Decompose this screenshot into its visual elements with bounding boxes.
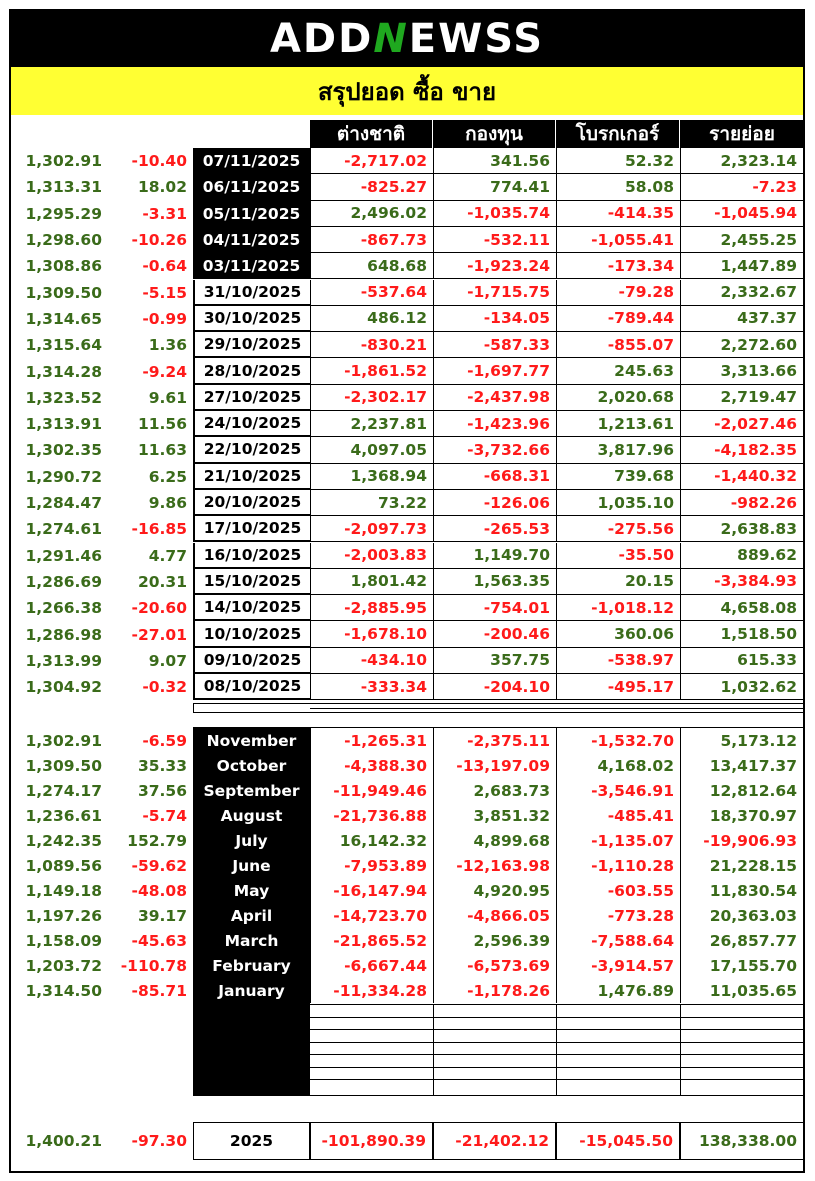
table-row — [0, 490, 815, 516]
net-value-cell: -3,732.66 — [433, 437, 556, 463]
index-change: -48.08 — [131, 881, 187, 900]
table-row — [0, 332, 815, 358]
total-change: -97.30 — [131, 1132, 187, 1150]
net-value-cell: -2,003.83 — [310, 543, 433, 569]
net-value-cell: -1,110.28 — [556, 853, 680, 878]
trade-date: 03/11/2025 — [193, 253, 310, 279]
index-change: 11.63 — [137, 441, 187, 460]
trade-date: 17/10/2025 — [193, 516, 310, 542]
net-value-cell: -126.06 — [433, 490, 556, 516]
index-change: -5.15 — [142, 283, 187, 302]
trade-date: 28/10/2025 — [193, 358, 310, 384]
net-value-cell: -830.21 — [310, 332, 433, 358]
index-change: -16.85 — [131, 520, 187, 539]
index-change: -9.24 — [142, 362, 187, 381]
column-header-retail: รายย่อย — [680, 120, 804, 148]
net-value-cell: -1,423.96 — [433, 411, 556, 437]
net-value-cell: -773.28 — [556, 903, 680, 928]
net-value-cell: -537.64 — [310, 280, 433, 306]
net-value-cell: 4,658.08 — [680, 595, 804, 621]
net-value-cell: 20,363.03 — [680, 903, 804, 928]
net-value-cell: -204.10 — [433, 674, 556, 700]
net-value-cell: 26,857.77 — [680, 928, 804, 953]
net-value-cell: -668.31 — [433, 464, 556, 490]
set-index: 1,274.61 — [25, 520, 102, 539]
set-index: 1,284.47 — [25, 494, 102, 513]
logo-banner — [11, 11, 803, 67]
logo-part-2: N — [373, 16, 409, 62]
net-value-cell: -134.05 — [433, 306, 556, 332]
month-label: May — [193, 878, 310, 903]
net-value-cell: -19,906.93 — [680, 828, 804, 853]
net-value-cell: 615.33 — [680, 648, 804, 674]
trade-date: 07/11/2025 — [193, 148, 310, 174]
net-value-cell: 1,447.89 — [680, 253, 804, 279]
index-change: 37.56 — [137, 781, 187, 800]
table-row — [0, 385, 815, 411]
set-index: 1,295.29 — [25, 204, 102, 223]
net-value-cell: -16,147.94 — [310, 878, 433, 903]
table-row — [0, 569, 815, 595]
index-change: 39.17 — [137, 906, 187, 925]
net-value-cell: 357.75 — [433, 648, 556, 674]
index-change: -5.74 — [142, 806, 187, 825]
net-value-cell: -2,717.02 — [310, 148, 433, 174]
total-foreign: -101,890.39 — [310, 1122, 433, 1160]
net-value-cell: 1,035.10 — [556, 490, 680, 516]
set-index: 1,242.35 — [25, 831, 102, 850]
net-value-cell: -1,715.75 — [433, 280, 556, 306]
set-index: 1,309.50 — [25, 283, 102, 302]
net-value-cell: -4,388.30 — [310, 753, 433, 778]
page-title: สรุปยอด ซื้อ ขาย — [11, 67, 803, 115]
net-value-cell: 58.08 — [556, 174, 680, 200]
month-label: September — [193, 778, 310, 803]
column-header-fund: กองทุน — [433, 120, 556, 148]
index-change: 18.02 — [137, 178, 187, 197]
set-index: 1,266.38 — [25, 599, 102, 618]
set-index: 1,314.28 — [25, 362, 102, 381]
net-value-cell: -1,178.26 — [433, 978, 556, 1003]
total-index: 1,400.21 — [25, 1132, 102, 1150]
set-index: 1,315.64 — [25, 336, 102, 355]
net-value-cell: 648.68 — [310, 253, 433, 279]
index-change: -3.31 — [142, 204, 187, 223]
table-row — [0, 358, 815, 384]
net-value-cell: -587.33 — [433, 332, 556, 358]
month-label: February — [193, 953, 310, 978]
set-index: 1,309.50 — [25, 756, 102, 775]
total-fund: -21,402.12 — [433, 1122, 556, 1160]
table-row — [0, 621, 815, 647]
net-value-cell: -485.41 — [556, 803, 680, 828]
net-value-cell: -35.50 — [556, 543, 680, 569]
net-value-cell: -2,885.95 — [310, 595, 433, 621]
net-value-cell: 18,370.97 — [680, 803, 804, 828]
net-value-cell: -1,018.12 — [556, 595, 680, 621]
net-value-cell: 4,097.05 — [310, 437, 433, 463]
net-value-cell: 20.15 — [556, 569, 680, 595]
table-row — [0, 253, 815, 279]
net-value-cell: 739.68 — [556, 464, 680, 490]
net-value-cell: -867.73 — [310, 227, 433, 253]
table-row — [0, 437, 815, 463]
trade-date: 27/10/2025 — [193, 385, 310, 411]
net-value-cell: 3,817.96 — [556, 437, 680, 463]
set-index: 1,149.18 — [25, 881, 102, 900]
net-value-cell: -4,866.05 — [433, 903, 556, 928]
net-value-cell: 17,155.70 — [680, 953, 804, 978]
net-value-cell: -1,035.74 — [433, 201, 556, 227]
set-index: 1,313.91 — [25, 415, 102, 434]
net-value-cell: -79.28 — [556, 280, 680, 306]
set-index: 1,314.50 — [25, 981, 102, 1000]
net-value-cell: -200.46 — [433, 621, 556, 647]
trade-date: 22/10/2025 — [193, 437, 310, 463]
index-change: 9.86 — [148, 494, 187, 513]
net-value-cell: -532.11 — [433, 227, 556, 253]
net-value-cell: 437.37 — [680, 306, 804, 332]
total-broker: -15,045.50 — [556, 1122, 680, 1160]
net-value-cell: -789.44 — [556, 306, 680, 332]
index-change: 152.79 — [127, 831, 187, 850]
table-row — [0, 464, 815, 490]
logo-part-1: ADD — [269, 16, 374, 62]
net-value-cell: -6,573.69 — [433, 953, 556, 978]
net-value-cell: 2,272.60 — [680, 332, 804, 358]
net-value-cell: 1,476.89 — [556, 978, 680, 1003]
net-value-cell: -1,440.32 — [680, 464, 804, 490]
net-value-cell: 2,683.73 — [433, 778, 556, 803]
net-value-cell: 13,417.37 — [680, 753, 804, 778]
net-value-cell: 3,313.66 — [680, 358, 804, 384]
net-value-cell: 1,213.61 — [556, 411, 680, 437]
trade-date: 09/10/2025 — [193, 648, 310, 674]
net-value-cell: -3,384.93 — [680, 569, 804, 595]
net-value-cell: 16,142.32 — [310, 828, 433, 853]
net-value-cell: -1,532.70 — [556, 728, 680, 753]
trade-date: 20/10/2025 — [193, 490, 310, 516]
net-value-cell: -1,678.10 — [310, 621, 433, 647]
index-change: 9.07 — [148, 651, 187, 670]
index-change: 20.31 — [137, 572, 187, 591]
net-value-cell: 2,455.25 — [680, 227, 804, 253]
net-value-cell: -11,949.46 — [310, 778, 433, 803]
net-value-cell: -333.34 — [310, 674, 433, 700]
index-change: -110.78 — [120, 956, 187, 975]
index-change: -0.64 — [142, 257, 187, 276]
net-value-cell: -1,135.07 — [556, 828, 680, 853]
net-value-cell: 2,719.47 — [680, 385, 804, 411]
net-value-cell: -173.34 — [556, 253, 680, 279]
net-value-cell: 1,368.94 — [310, 464, 433, 490]
net-value-cell: -434.10 — [310, 648, 433, 674]
net-value-cell: 73.22 — [310, 490, 433, 516]
table-row — [0, 280, 815, 306]
index-change: -59.62 — [131, 856, 187, 875]
net-value-cell: -12,163.98 — [433, 853, 556, 878]
set-index: 1,323.52 — [25, 388, 102, 407]
set-index: 1,302.91 — [25, 152, 102, 171]
set-index: 1,089.56 — [25, 856, 102, 875]
index-change: 6.25 — [148, 467, 187, 486]
index-change: -10.26 — [131, 231, 187, 250]
net-value-cell: -7,953.89 — [310, 853, 433, 878]
net-value-cell: -275.56 — [556, 516, 680, 542]
net-value-cell: -1,923.24 — [433, 253, 556, 279]
index-change: -0.32 — [142, 678, 187, 697]
table-row — [0, 174, 815, 200]
net-value-cell: 1,518.50 — [680, 621, 804, 647]
net-value-cell: -3,546.91 — [556, 778, 680, 803]
trade-date: 08/10/2025 — [193, 674, 310, 700]
net-value-cell: 1,801.42 — [310, 569, 433, 595]
index-change: -45.63 — [131, 931, 187, 950]
net-value-cell: -603.55 — [556, 878, 680, 903]
monthly-grid-border — [310, 727, 804, 1096]
net-value-cell: -825.27 — [310, 174, 433, 200]
net-value-cell: 11,830.54 — [680, 878, 804, 903]
index-change: 35.33 — [137, 756, 187, 775]
net-value-cell: -1,861.52 — [310, 358, 433, 384]
table-row — [0, 306, 815, 332]
net-value-cell: -754.01 — [433, 595, 556, 621]
month-label: June — [193, 853, 310, 878]
trade-date: 06/11/2025 — [193, 174, 310, 200]
set-index: 1,308.86 — [25, 257, 102, 276]
net-value-cell: -1,055.41 — [556, 227, 680, 253]
set-index: 1,286.69 — [25, 572, 102, 591]
set-index: 1,314.65 — [25, 309, 102, 328]
index-change: -85.71 — [131, 981, 187, 1000]
column-header-broker: โบรกเกอร์ — [556, 120, 680, 148]
net-value-cell: -7.23 — [680, 174, 804, 200]
net-value-cell: 341.56 — [433, 148, 556, 174]
trade-date: 05/11/2025 — [193, 201, 310, 227]
net-value-cell: 2,323.14 — [680, 148, 804, 174]
net-value-cell: -538.97 — [556, 648, 680, 674]
trade-date: 04/11/2025 — [193, 227, 310, 253]
net-value-cell: -21,865.52 — [310, 928, 433, 953]
net-value-cell: 2,020.68 — [556, 385, 680, 411]
index-change: 4.77 — [148, 546, 187, 565]
net-value-cell: -11,334.28 — [310, 978, 433, 1003]
set-index: 1,302.91 — [25, 731, 102, 750]
net-value-cell: -13,197.09 — [433, 753, 556, 778]
table-row — [0, 648, 815, 674]
separator-line — [310, 708, 804, 709]
net-value-cell: -7,588.64 — [556, 928, 680, 953]
trade-date: 10/10/2025 — [193, 621, 310, 647]
set-index: 1,203.72 — [25, 956, 102, 975]
net-value-cell: -2,302.17 — [310, 385, 433, 411]
net-value-cell: 1,563.35 — [433, 569, 556, 595]
set-index: 1,291.46 — [25, 546, 102, 565]
table-row — [0, 595, 815, 621]
net-value-cell: 3,851.32 — [433, 803, 556, 828]
trade-date: 21/10/2025 — [193, 464, 310, 490]
total-year: 2025 — [193, 1122, 310, 1160]
set-index: 1,313.31 — [25, 178, 102, 197]
index-change: -27.01 — [131, 625, 187, 644]
net-value-cell: -414.35 — [556, 201, 680, 227]
net-value-cell: -495.17 — [556, 674, 680, 700]
net-value-cell: 52.32 — [556, 148, 680, 174]
set-index: 1,158.09 — [25, 931, 102, 950]
index-change: -0.99 — [142, 309, 187, 328]
net-value-cell: 2,496.02 — [310, 201, 433, 227]
trade-date: 16/10/2025 — [193, 543, 310, 569]
column-header-foreign: ต่างชาติ — [310, 120, 433, 148]
index-change: -6.59 — [142, 731, 187, 750]
month-label: November — [193, 728, 310, 753]
trade-date: 15/10/2025 — [193, 569, 310, 595]
set-index: 1,290.72 — [25, 467, 102, 486]
net-value-cell: 2,638.83 — [680, 516, 804, 542]
net-value-cell: -14,723.70 — [310, 903, 433, 928]
trade-date: 31/10/2025 — [193, 280, 310, 306]
net-value-cell: -2,097.73 — [310, 516, 433, 542]
month-label: August — [193, 803, 310, 828]
net-value-cell: 4,899.68 — [433, 828, 556, 853]
index-change: 11.56 — [137, 415, 187, 434]
net-value-cell: -6,667.44 — [310, 953, 433, 978]
logo-part-3: EWSS — [408, 16, 545, 62]
month-label: January — [193, 978, 310, 1003]
net-value-cell: 4,168.02 — [556, 753, 680, 778]
table-row — [0, 227, 815, 253]
index-change: 9.61 — [148, 388, 187, 407]
net-value-cell: 486.12 — [310, 306, 433, 332]
net-value-cell: 889.62 — [680, 543, 804, 569]
net-value-cell: 2,237.81 — [310, 411, 433, 437]
net-value-cell: 774.41 — [433, 174, 556, 200]
net-value-cell: -855.07 — [556, 332, 680, 358]
trade-date: 29/10/2025 — [193, 332, 310, 358]
index-change: 1.36 — [148, 336, 187, 355]
month-label: July — [193, 828, 310, 853]
net-value-cell: 2,332.67 — [680, 280, 804, 306]
net-value-cell: -1,045.94 — [680, 201, 804, 227]
set-index: 1,197.26 — [25, 906, 102, 925]
net-value-cell: 360.06 — [556, 621, 680, 647]
net-value-cell: 12,812.64 — [680, 778, 804, 803]
index-change: -10.40 — [131, 152, 187, 171]
set-index: 1,304.92 — [25, 678, 102, 697]
table-row — [0, 674, 815, 700]
table-row — [0, 201, 815, 227]
net-value-cell: 1,032.62 — [680, 674, 804, 700]
net-value-cell: -982.26 — [680, 490, 804, 516]
net-value-cell: 5,173.12 — [680, 728, 804, 753]
net-value-cell: 11,035.65 — [680, 978, 804, 1003]
trade-date: 30/10/2025 — [193, 306, 310, 332]
net-value-cell: 2,596.39 — [433, 928, 556, 953]
net-value-cell: -1,697.77 — [433, 358, 556, 384]
set-index: 1,286.98 — [25, 625, 102, 644]
month-label: October — [193, 753, 310, 778]
total-retail: 138,338.00 — [680, 1122, 804, 1160]
net-value-cell: -3,914.57 — [556, 953, 680, 978]
net-value-cell: 1,149.70 — [433, 543, 556, 569]
net-value-cell: 4,920.95 — [433, 878, 556, 903]
set-index: 1,274.17 — [25, 781, 102, 800]
net-value-cell: -2,027.46 — [680, 411, 804, 437]
trade-date: 24/10/2025 — [193, 411, 310, 437]
table-row — [0, 543, 815, 569]
brand-logo — [270, 16, 544, 62]
set-index: 1,236.61 — [25, 806, 102, 825]
net-value-cell: 21,228.15 — [680, 853, 804, 878]
net-value-cell: 245.63 — [556, 358, 680, 384]
net-value-cell: -21,736.88 — [310, 803, 433, 828]
month-label: March — [193, 928, 310, 953]
set-index: 1,313.99 — [25, 651, 102, 670]
net-value-cell: -4,182.35 — [680, 437, 804, 463]
net-value-cell: -2,375.11 — [433, 728, 556, 753]
month-label: April — [193, 903, 310, 928]
index-change: -20.60 — [131, 599, 187, 618]
net-value-cell: -2,437.98 — [433, 385, 556, 411]
trade-date: 14/10/2025 — [193, 595, 310, 621]
net-value-cell: -1,265.31 — [310, 728, 433, 753]
set-index: 1,302.35 — [25, 441, 102, 460]
table-row — [0, 411, 815, 437]
set-index: 1,298.60 — [25, 231, 102, 250]
net-value-cell: -265.53 — [433, 516, 556, 542]
table-row — [0, 516, 815, 542]
table-row — [0, 148, 815, 174]
